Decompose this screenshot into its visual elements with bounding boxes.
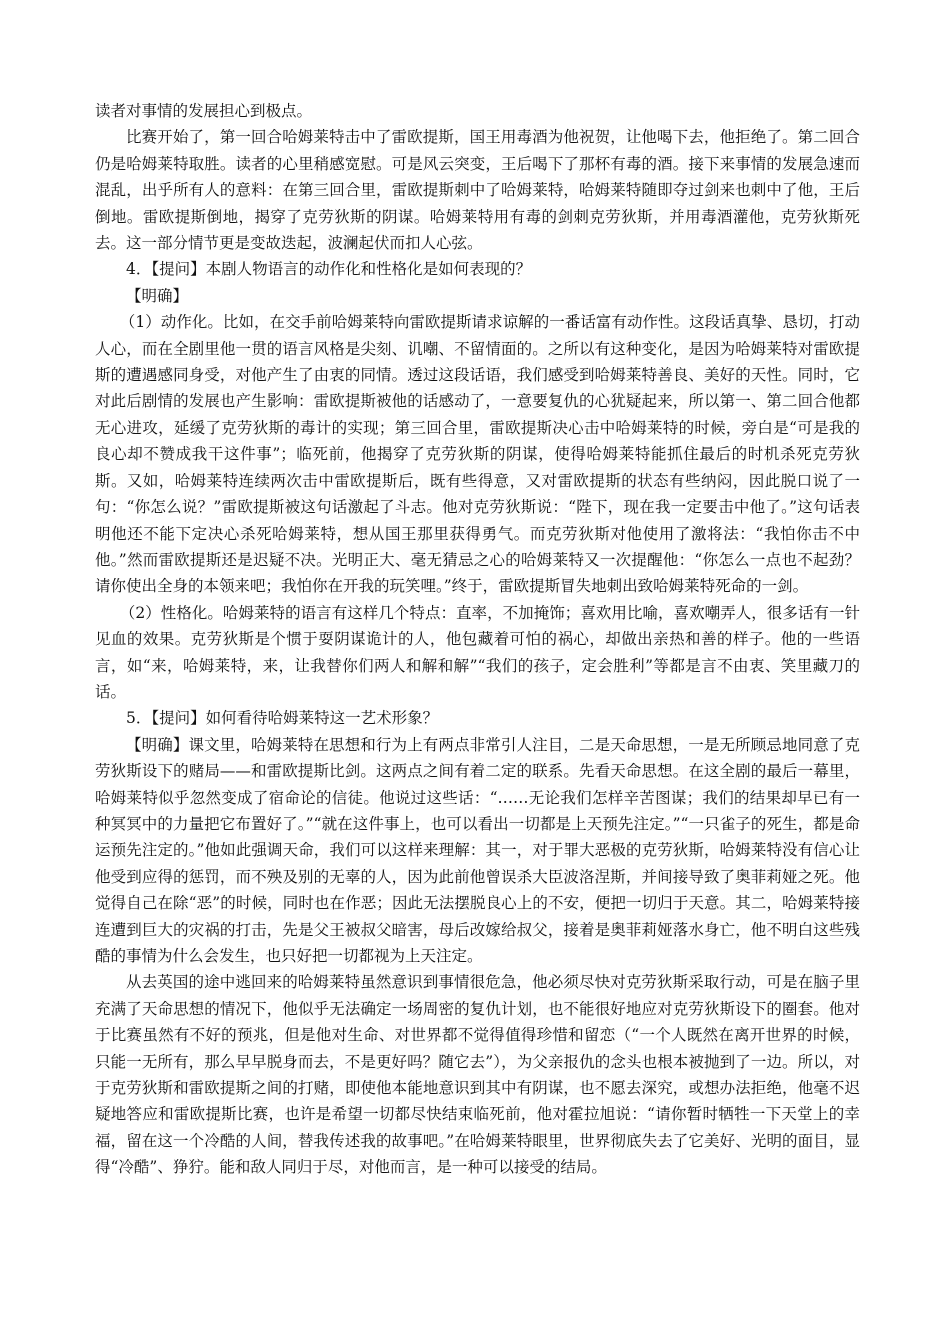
paragraph-return-analysis: 从去英国的途中逃回来的哈姆莱特虽然意识到事情很危急，他必须尽快对克劳狄斯采取行动，可是在脑子里充满了天命思想的情况下，他似乎无法确定一场周密的复仇计划，也不能很好地应对克劳狄斯设下的圈套。他对于比赛虽然有不好的预兆，但是他对生命、对世界都不觉得值得珍惜和留恋（“一个人既然在离开世界的时候，只能一无所有，那么早早脱身而去，不是更好吗？随它去”），为父亲报仇的念头也根本被抛到了一边。所以，对于克劳狄斯和雷欧提斯之间的打赌，即使他本能地意识到其中有阴谋，也不愿去深究，或想办法拒绝，他毫不迟疑地答应和雷欧提斯比赛，也许是希望一切都尽快结束临死前，他对霍拉旭说：“请你暂时牺牲一下天堂上的幸福，留在这一个冷酷的人间，替我传述我的故事吧。”在哈姆莱特眼里，世界彻底失去了它美好、光明的面目，显得“冷酷”、狰狞。能和敌人同归于尽，对他而言，是一种可以接受的结局。	[95, 973, 860, 1177]
question-5-heading: 5．【提问】如何看待哈姆莱特这一艺术形象？	[126, 709, 439, 728]
paragraph-continuation: 读者对事情的发展担心到极点。	[95, 102, 313, 120]
question-4-heading: 4．【提问】本剧人物语言的动作化和性格化是如何表现的？	[126, 260, 532, 279]
answer-label: 【明确】	[126, 286, 189, 305]
paragraph-character-language: （2）性格化。哈姆莱特的语言有这样几个特点：直率，不加掩饰；喜欢用比喻，喜欢嘲弄人，很多话有一针见血的效果。克劳狄斯是个惯于耍阴谋诡计的人，他包藏着可怕的祸心，却做出亲热和善的样子。他的一些语言，如“来，哈姆莱特，来，让我替你们两人和解和解”“我们的孩子，定会胜利”等都是言不由衷、笑里藏刀的话。	[95, 603, 860, 701]
paragraph-fate-analysis: 【明确】课文里，哈姆莱特在思想和行为上有两点非常引人注目，二是天命思想，一是无所顾忌地同意了克劳狄斯设下的赌局——和雷欧提斯比剑。这两点之间有着二定的联系。先看天命思想。在这全剧的最后一幕里，哈姆莱特似乎忽然变成了宿命论的信徒。他说过这些话：“……无论我们怎样辛苦图谋；我们的结果却早已有一种冥冥中的力量把它布置好了。”“就在这件事上，也可以看出一切都是上天预先注定。”“一只雀子的死生，都是命运预先注定的。”他如此强调天命，我们可以这样来理解：其一，对于罪大恶极的克劳狄斯，哈姆莱特没有信心让他受到应得的惩罚，而不殃及别的无辜的人，因为此前他曾误杀大臣波洛涅斯，并间接导致了奥菲莉娅之死。他觉得自己在除“恶”的时候，同时也在作恶；因此无法摆脱良心上的不安，便把一切归于天意。其二，哈姆莱特接连遭到巨大的灾祸的打击，先是父王被叔父暗害，母后改嫁给叔父，接着是奥菲莉娅落水身亡，他不明白这些残酷的事情为什么会发生，也只好把一切都视为上天注定。	[95, 735, 860, 965]
paragraph-match-summary: 比赛开始了，第一回合哈姆莱特击中了雷欧提斯，国王用毒酒为他祝贺，让他喝下去，他拒绝了。第二回合仍是哈姆莱特取胜。读者的心里稍感宽慰。可是风云突变，王后喝下了那杯有毒的酒。接下来事情的发展急速而混乱，出乎所有人的意料：在第三回合里，雷欧提斯刺中了哈姆莱特，哈姆莱特随即夺过剑来也刺中了他，王后倒地。雷欧提斯倒地，揭穿了克劳狄斯的阴谋。哈姆莱特用有毒的剑刺克劳狄斯，并用毒酒灌他，克劳狄斯死去。这一部分情节更是变故迭起，波澜起伏而扣人心弦。	[95, 128, 860, 253]
document-page	[95, 98, 860, 1181]
paragraph-action-language: （1）动作化。比如，在交手前哈姆莱特向雷欧提斯请求谅解的一番话富有动作性。这段话真挚、恳切，打动人心，而在全剧里他一贯的语言风格是尖刻、讥嘲、不留情面的。之所以有这种变化，是因为哈姆莱特对雷欧提斯的遭遇感同身受，对他产生了由衷的同情。透过这段话语，我们感受到哈姆莱特善良、美好的天性。同时，它对此后剧情的发展也产生影响：雷欧提斯被他的话感动了，一意要复仇的心犹疑起来，所以第一、第二回合他都无心进攻，延缓了克劳狄斯的毒计的实现；第三回合里，雷欧提斯决心击中哈姆莱特的时候，旁白是“可是我的良心却不赞成我干这件事”；临死前，他揭穿了克劳狄斯的阴谋，使得哈姆莱特能抓住最后的时机杀死克劳狄斯。又如，哈姆莱特连续两次击中雷欧提斯后，既有些得意，又对雷欧提斯的状态有些纳闷，因此脱口说了一句：“你怎么说？”雷欧提斯被这句话激起了斗志。他对克劳狄斯说：“陛下，现在我一定要击中他了。”这句话表明他还不能下定决心杀死哈姆莱特，想从国王那里获得勇气。而克劳狄斯对他使用了激将法：“我怕你击不中他。”然而雷欧提斯还是迟疑不决。光明正大、毫无猜忌之心的哈姆莱特又一次提醒他：“你怎么一点也不起劲？请你使出全身的本领来吧；我怕你在开我的玩笑哩。”终于，雷欧提斯冒失地刺出致哈姆莱特死命的一剑。	[95, 313, 860, 596]
